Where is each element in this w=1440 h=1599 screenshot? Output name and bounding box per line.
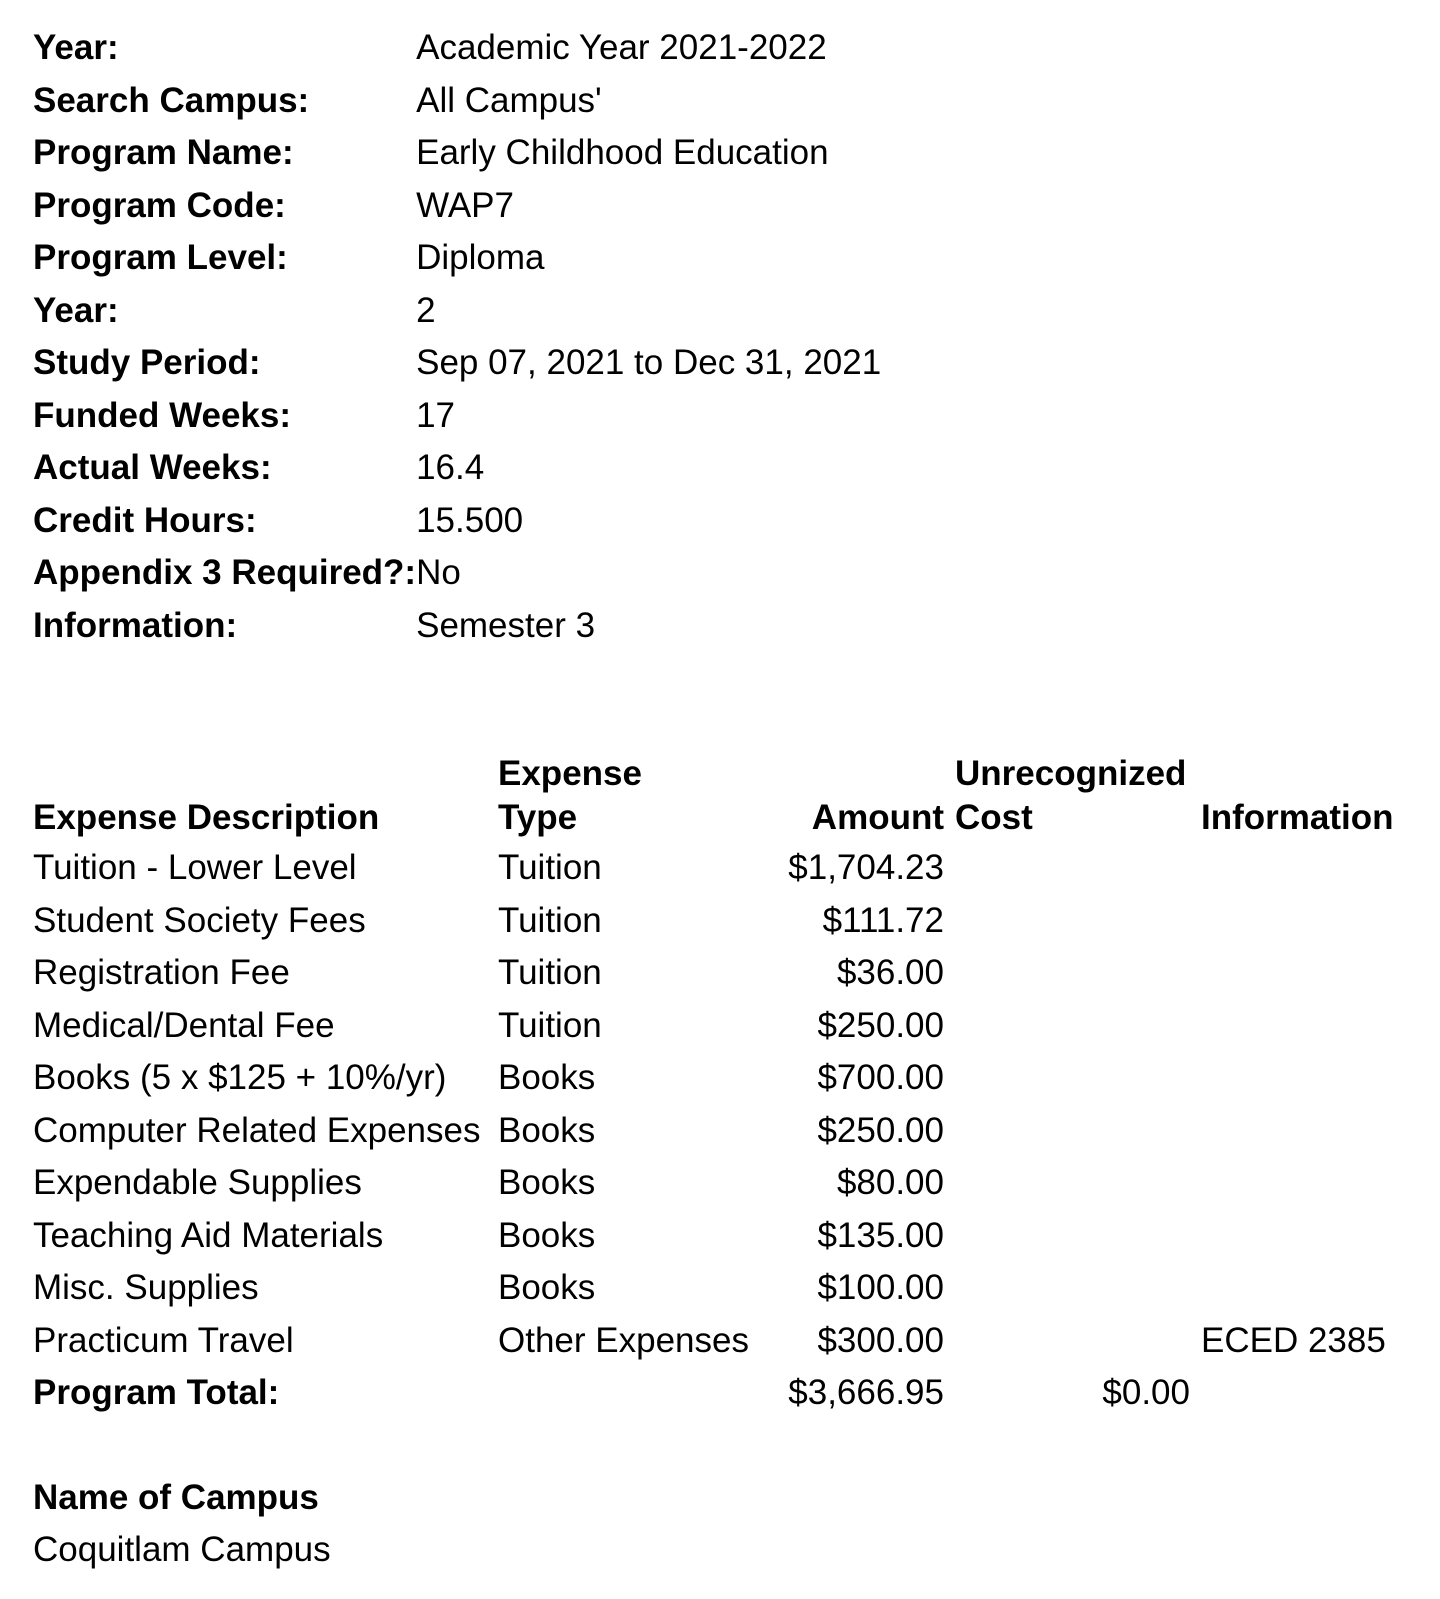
expense-type: Books (498, 1163, 596, 1202)
table-row (33, 842, 1401, 895)
program-info-label: Year: (33, 28, 119, 67)
expense-amount: $250.00 (817, 1110, 944, 1150)
table-row (33, 947, 1401, 1000)
program-info-row (33, 180, 881, 233)
program-info-row (33, 495, 881, 548)
page (33, 22, 1413, 1577)
header-unrecognized-cost (944, 752, 1190, 842)
expense-type: Books (498, 1110, 596, 1150)
expense-unrecognized-cost (944, 1000, 1190, 1053)
campus-name: Coquitlam Campus (33, 1530, 331, 1569)
expense-type: Books (498, 1268, 596, 1307)
program-info-value: Early Childhood Education (416, 133, 829, 172)
program-info-value: 16.4 (416, 448, 485, 487)
header-expense-type (498, 752, 754, 842)
expense-type: Tuition (498, 1005, 602, 1045)
program-info-row (33, 547, 881, 600)
program-total-unrecognized: $0.00 (1102, 1373, 1190, 1412)
expense-description: Tuition - Lower Level (33, 848, 357, 887)
program-info-label: Credit Hours: (33, 500, 257, 540)
expense-amount: $1,704.23 (788, 848, 944, 887)
header-amount: Amount (811, 798, 944, 837)
program-info-row (33, 75, 881, 128)
expense-body (33, 842, 1401, 1367)
expense-type: Other Expenses (498, 1320, 749, 1360)
expense-amount: $111.72 (822, 900, 944, 940)
expense-information (1190, 842, 1401, 895)
header-unrecognized-line2: Cost (955, 798, 1033, 837)
program-total-label: Program Total: (33, 1373, 280, 1412)
expense-amount: $135.00 (817, 1215, 944, 1255)
header-expense-type-line1: Expense (498, 754, 642, 793)
program-info-label: Study Period: (33, 343, 261, 382)
program-info-value: No (416, 553, 461, 592)
program-info-row (33, 127, 881, 180)
expense-information (1190, 895, 1401, 948)
expense-amount: $36.00 (836, 953, 944, 992)
program-info-row (33, 232, 881, 285)
program-info-value: 15.500 (416, 500, 524, 540)
expense-description: Registration Fee (33, 953, 290, 992)
expense-header-row (33, 752, 1401, 842)
program-info-label: Actual Weeks: (33, 448, 272, 487)
expense-type: Books (498, 1215, 596, 1255)
program-info-value: 17 (416, 395, 456, 435)
expense-amount: $100.00 (817, 1268, 944, 1307)
expense-amount: $300.00 (817, 1320, 944, 1360)
program-info-row (33, 600, 881, 653)
table-row (33, 1105, 1401, 1158)
program-total-amount: $3,666.95 (788, 1373, 944, 1412)
program-total-type (498, 1367, 754, 1420)
program-info-row (33, 442, 881, 495)
expense-unrecognized-cost (944, 895, 1190, 948)
table-row (33, 1262, 1401, 1315)
campus-heading: Name of Campus (33, 1477, 319, 1517)
program-info-table (33, 22, 881, 652)
expense-amount: $700.00 (817, 1058, 944, 1097)
header-expense-description: Expense Description (33, 798, 380, 837)
program-info-row (33, 390, 881, 443)
program-info-value: Academic Year 2021-2022 (416, 28, 827, 67)
program-info-label: Funded Weeks: (33, 395, 292, 435)
expense-type: Tuition (498, 900, 602, 940)
table-row (33, 1157, 1401, 1210)
expense-type: Tuition (498, 848, 602, 887)
expense-information (1190, 1157, 1401, 1210)
table-row (33, 1210, 1401, 1263)
expense-information (1190, 1210, 1401, 1263)
expense-type: Books (498, 1058, 596, 1097)
expense-unrecognized-cost (944, 1210, 1190, 1263)
expense-description: Misc. Supplies (33, 1268, 259, 1307)
program-info-label: Program Name: (33, 133, 294, 172)
program-info-value: Diploma (416, 238, 545, 277)
table-row (33, 895, 1401, 948)
table-row (33, 1000, 1401, 1053)
program-info-value: All Campus' (416, 80, 602, 120)
expense-unrecognized-cost (944, 1105, 1190, 1158)
program-total-row (33, 1367, 1401, 1420)
program-info-row (33, 22, 881, 75)
expense-description: Student Society Fees (33, 900, 366, 940)
table-row (33, 1315, 1401, 1368)
header-information: Information (1201, 798, 1394, 837)
expense-information: ECED 2385 (1201, 1320, 1386, 1360)
program-info-row (33, 285, 881, 338)
expense-information (1190, 1262, 1401, 1315)
program-info-label: Search Campus: (33, 80, 310, 120)
expense-information (1190, 1052, 1401, 1105)
header-unrecognized-line1: Unrecognized (955, 754, 1187, 793)
expense-description: Teaching Aid Materials (33, 1215, 384, 1255)
expense-unrecognized-cost (944, 842, 1190, 895)
program-info-body (33, 22, 881, 652)
expense-amount: $250.00 (817, 1005, 944, 1045)
expense-information (1190, 947, 1401, 1000)
program-total-information (1190, 1367, 1401, 1420)
expense-unrecognized-cost (944, 1052, 1190, 1105)
table-row (33, 1052, 1401, 1105)
expense-description: Expendable Supplies (33, 1163, 362, 1202)
expense-amount: $80.00 (836, 1163, 944, 1202)
program-info-value: WAP7 (416, 185, 514, 225)
expense-information (1190, 1105, 1401, 1158)
program-info-row (33, 337, 881, 390)
expense-table (33, 752, 1401, 1420)
program-info-value: Semester 3 (416, 605, 596, 645)
expense-type: Tuition (498, 953, 602, 992)
program-info-label: Information: (33, 605, 238, 645)
expense-description: Books (5 x $125 + 10%/yr) (33, 1058, 447, 1097)
program-info-label: Appendix 3 Required?: (33, 553, 417, 592)
program-info-value: 2 (416, 290, 436, 330)
expense-description: Computer Related Expenses (33, 1110, 481, 1150)
expense-unrecognized-cost (944, 1315, 1190, 1368)
expense-unrecognized-cost (944, 947, 1190, 1000)
program-info-value: Sep 07, 2021 to Dec 31, 2021 (416, 343, 882, 382)
expense-unrecognized-cost (944, 1262, 1190, 1315)
program-info-label: Year: (33, 290, 119, 330)
header-expense-type-line2: Type (498, 798, 578, 837)
expense-unrecognized-cost (944, 1157, 1190, 1210)
expense-description: Medical/Dental Fee (33, 1005, 335, 1045)
program-info-label: Program Level: (33, 238, 288, 277)
expense-description: Practicum Travel (33, 1320, 294, 1360)
expense-information (1190, 1000, 1401, 1053)
program-info-label: Program Code: (33, 185, 286, 225)
